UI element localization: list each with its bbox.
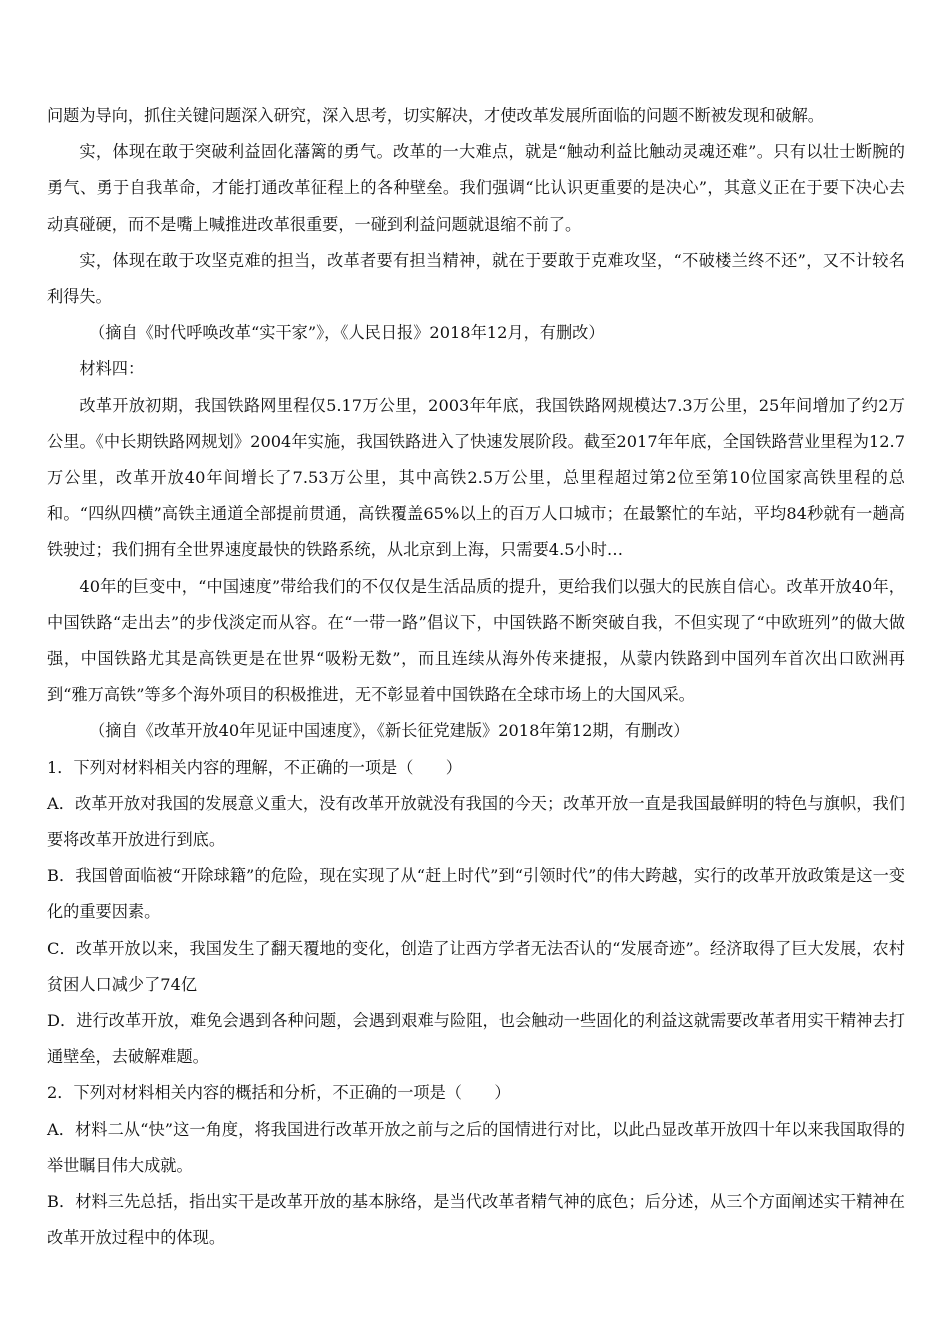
material3-paragraph-courage: 实，体现在敢于突破利益固化藩篱的勇气。改革的一大难点，就是“触动利益比触动灵魂还难”。只有以壮士断腕的勇气、勇于自我革命，才能打通改革征程上的各种壁垒。我们强调“比认识更重要的是决心”，其意义正在于要下决心去动真碰硬，而不是嘴上喊推进改革很重要，一碰到利益问题就退缩不前了。 — [47, 142, 905, 234]
question-1-option-b: B．我国曾面临被“开除球籍”的危险，现在实现了从“赶上时代”到“引领时代”的伟大跨越，实行的改革开放政策是这一变化的重要因素。 — [47, 866, 905, 922]
question-2-option-b: B．材料三先总括，指出实干是改革开放的基本脉络，是当代改革者精气神的底色；后分述，从三个方面阐述实干精神在改革开放过程中的体现。 — [47, 1192, 905, 1248]
document-page — [47, 98, 905, 1257]
material3-source: （摘自《时代呼唤改革“实干家”》，《人民日报》2018年12月，有删改） — [89, 323, 605, 343]
question-1-stem: 1．下列对材料相关内容的理解，不正确的一项是（ ） — [47, 757, 462, 777]
material3-paragraph-continued: 问题为导向，抓住关键问题深入研究，深入思考，切实解决，才使改革发展所面临的问题不断被发现和破解。 — [47, 106, 824, 125]
question-2-stem: 2．下列对材料相关内容的概括和分析，不正确的一项是（ ） — [47, 1083, 511, 1103]
material4-source: （摘自《改革开放40年见证中国速度》，《新长征党建版》2018年第12期，有删改） — [89, 721, 690, 741]
question-2-option-a: A．材料二从“快”这一角度，将我国进行改革开放之前与之后的国情进行对比，以此凸显改革开放四十年以来我国取得的举世瞩目伟大成就。 — [47, 1119, 905, 1175]
material3-paragraph-responsibility: 实，体现在敢于攻坚克难的担当，改革者要有担当精神，就在于要敢于克难攻坚，“不破楼兰终不还”，又不计较名利得失。 — [47, 250, 905, 307]
material4-paragraph-china-speed: 40年的巨变中，“中国速度”带给我们的不仅仅是生活品质的提升，更给我们以强大的民族自信心。改革开放40年，中国铁路“走出去”的步伐淡定而从容。在“一带一路”倡议下，中国铁路不断突破自我，不但实现了“中欧班列”的做大做强，中国铁路尤其是高铁更是在世界“吸粉无数”，而且连续从海外传来捷报，从蒙内铁路到中国列车首次出口欧洲再到“雅万高铁”等多个海外项目的积极推进，无不彰显着中国铁路在全球市场上的大国风采。 — [47, 576, 905, 705]
question-1-option-a: A．改革开放对我国的发展意义重大，没有改革开放就没有我国的今天；改革开放一直是我国最鲜明的特色与旗帜，我们要将改革开放进行到底。 — [47, 793, 905, 850]
material4-paragraph-railway: 改革开放初期，我国铁路网里程仅5.17万公里，2003年年底，我国铁路网规模达7.3万公里，25年间增加了约2万公里。《中长期铁路网规划》2004年实施，我国铁路进入了快速发展阶段。截至2017年年底，全国铁路营业里程为12.7万公里，改革开放40年间增长了7.53万公里，其中高铁2.5万公里，总里程超过第2位至第10位国家高铁里程的总和。“四纵四横”高铁主通道全部提前贯通，高铁覆盖65%以上的百万人口城市；在最繁忙的车站，平均84秒就有一趟高铁驶过；我们拥有全世界速度最快的铁路系统，从北京到上海，只需要4.5小时… — [47, 395, 905, 560]
question-1-option-d: D．进行改革开放，难免会遇到各种问题，会遇到艰难与险阻，也会触动一些固化的利益这就需要改革者用实干精神去打通壁垒，去破解难题。 — [47, 1011, 905, 1067]
question-1-option-c: C．改革开放以来，我国发生了翻天覆地的变化，创造了让西方学者无法否认的“发展奇迹”。经济取得了巨大发展，农村贫困人口减少了74亿 — [47, 938, 905, 994]
material4-heading: 材料四： — [79, 359, 145, 379]
